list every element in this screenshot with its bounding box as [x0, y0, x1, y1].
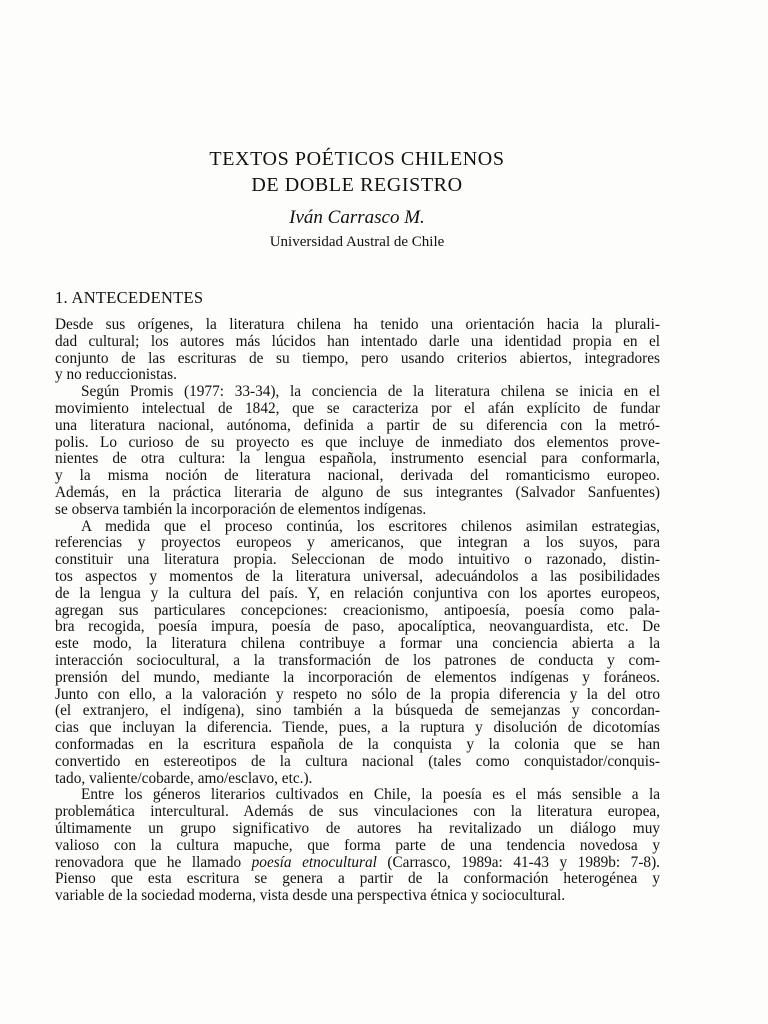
body-line: se observa también la incorporación de elementos indígenas. — [55, 500, 427, 518]
body-line: una literatura nacional, autónoma, definida a partir de su diferencia con la metró- — [55, 416, 660, 434]
body-line: tos aspectos y momentos de la literatura universal, adecuándolos a las posibilidades — [55, 567, 660, 585]
body-line: prensión del mundo, mediante la incorporación de elementos indígenas y foráneos. — [55, 668, 660, 686]
body-line: conformadas en la escritura española de la conquista y la colonia que se han — [55, 735, 660, 753]
body-line: problemática intercultural. Además de sus vinculaciones con la literatura europea, — [55, 803, 660, 821]
body-line: Pienso que esta escritura se genera a partir de la conformación heterogénea y — [55, 870, 660, 888]
body-line-segment: renovadora que he llamado — [55, 853, 252, 871]
body-text — [55, 317, 660, 905]
article-title-line-1: TEXTOS POÉTICOS CHILENOS — [209, 148, 505, 170]
italic-term: poesía etnocultural — [251, 853, 377, 871]
body-line-segment: (Carrasco, 1989a: 41-43 y 1989b: 7-8). — [376, 853, 660, 871]
body-line: Entre los géneros literarios cultivados en Chile, la poesía es el más sensible a la — [81, 786, 660, 804]
body-line: y la misma noción de literatura nacional, derivada del romanticismo europeo. — [55, 467, 660, 485]
body-line: constituir una literatura propia. Seleccionan de modo intuitivo o razonado, distin- — [55, 551, 660, 569]
author-name: Iván Carrasco M. — [289, 207, 425, 228]
body-line: convertido en estereotipos de la cultura nacional (tales como conquistador/conquis- — [55, 752, 660, 770]
article-title-line-2: DE DOBLE REGISTRO — [251, 174, 463, 196]
body-line: conjunto de las escrituras de su tiempo, pero usando criterios abiertos, integradores — [55, 349, 660, 367]
body-line-with-italic — [55, 855, 660, 872]
article-title — [0, 146, 714, 198]
body-line: bra recogida, poesía impura, poesía de paso, apocalíptica, neovanguardista, etc. De — [55, 618, 660, 636]
body-line: este modo, la literatura chilena contribuye a formar una conciencia abierta a la — [55, 635, 660, 653]
body-line: variable de la sociedad moderna, vista desde una perspectiva étnica y sociocultural. — [55, 887, 566, 905]
author-affiliation: Universidad Austral de Chile — [269, 234, 445, 250]
body-line: últimamente un grupo significativo de autores ha revitalizado un diálogo muy — [55, 819, 660, 837]
body-line: movimiento intelectual de 1842, que se caracteriza por el afán explícito de fundar — [55, 399, 660, 417]
body-line: polis. Lo curioso de su proyecto es que incluye de inmediato dos elementos prove- — [55, 433, 660, 451]
body-line: dad cultural; los autores más lúcidos han intentado darle una identidad propia en el — [55, 332, 660, 350]
body-line: agregan sus particulares concepciones: creacionismo, antipoesía, poesía como pala- — [55, 601, 660, 619]
body-line: referencias y proyectos europeos y americanos, que integran a los suyos, para — [55, 534, 660, 552]
body-line: nientes de otra cultura: la lengua española, instrumento esencial para conformarla, — [55, 450, 660, 468]
body-line: interacción sociocultural, a la transformación de los patrones de conducta y com- — [55, 651, 660, 669]
body-line: Además, en la práctica literaria de alguno de sus integrantes (Salvador Sanfuentes) — [55, 483, 660, 501]
body-line: Junto con ello, a la valoración y respeto no sólo de la propia diferencia y la del otro — [55, 685, 660, 703]
section-heading: 1. ANTECEDENTES — [55, 288, 204, 307]
body-line: (el extranjero, el indígena), sino también a la búsqueda de semejanzas y concordan- — [55, 702, 660, 720]
body-line: valioso con la cultura mapuche, que forma parte de una tendencia novedosa y — [55, 836, 660, 854]
body-line: Desde sus orígenes, la literatura chilena ha tenido una orientación hacia la plurali- — [55, 316, 660, 333]
body-line: cias que incluyan la diferencia. Tiende, pues, a la ruptura y disolución de dicotomías — [55, 719, 660, 737]
body-line: y no reduccionistas. — [55, 366, 177, 384]
body-line: A medida que el proceso continúa, los escritores chilenos asimilan estrategias, — [81, 517, 660, 535]
body-line: de la lengua y la cultura del país. Y, en relación conjuntiva con los aportes europeos, — [55, 584, 660, 602]
body-line: Según Promis (1977: 33-34), la conciencia de la literatura chilena se inicia en el — [81, 383, 660, 401]
body-line: tado, valiente/cobarde, amo/esclavo, etc.). — [55, 769, 313, 787]
